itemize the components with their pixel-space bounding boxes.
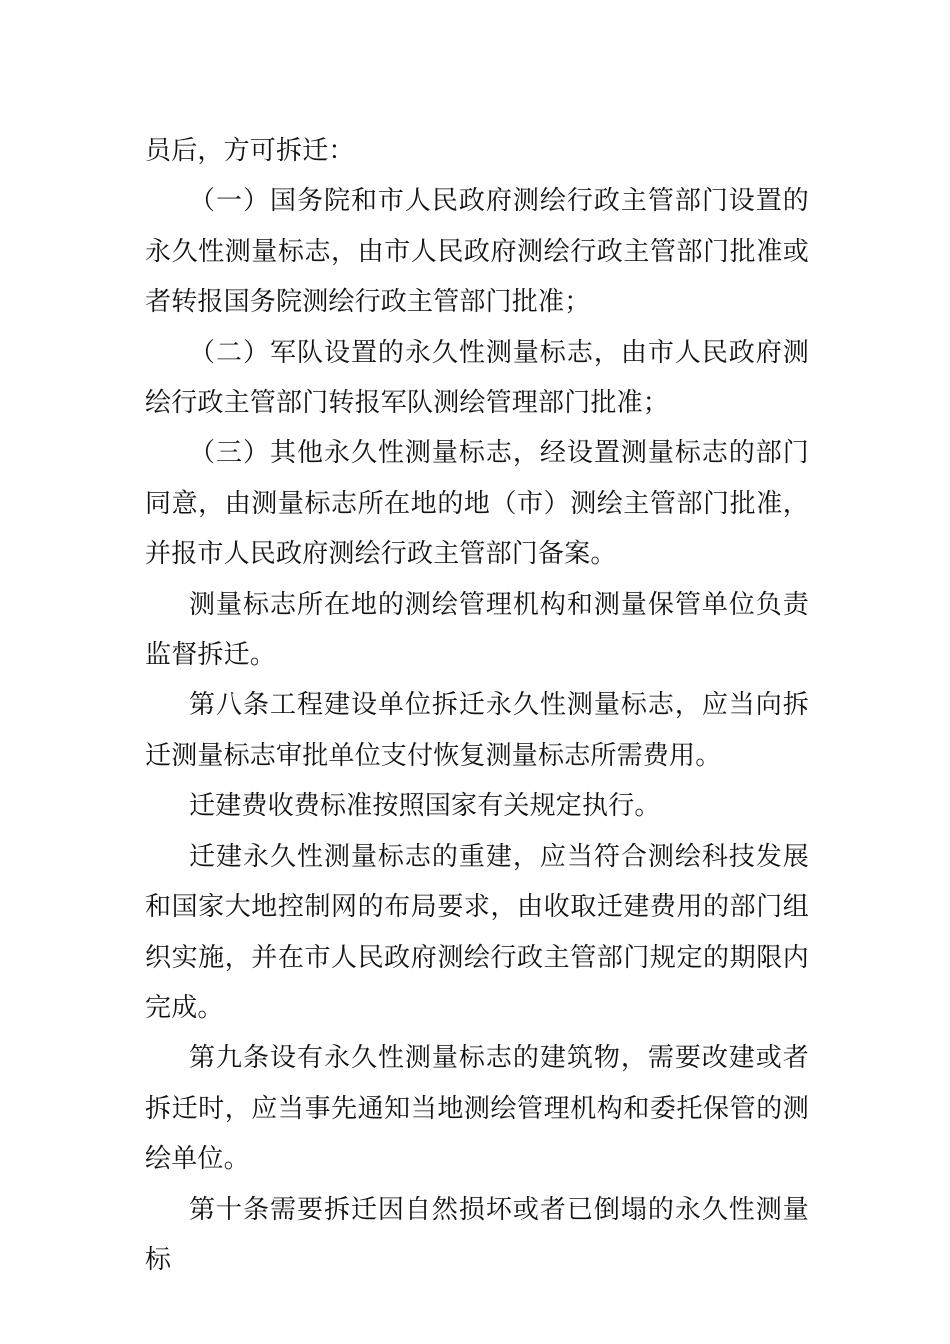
paragraph-rebuild: 迁建永久性测量标志的重建，应当符合测绘科技发展和国家大地控制网的布局要求，由收取迁建费用的部门组织实施，并在市人民政府测绘行政主管部门规定的期限内完成。 xyxy=(145,841,809,1023)
paragraph-supervision: 测量标志所在地的测绘管理机构和测量保管单位负责监督拆迁。 xyxy=(145,589,809,671)
paragraph-continuation: 员后，方可拆迁： xyxy=(145,136,355,166)
paragraph-item-3: （三）其他永久性测量标志，经设置测量标志的部门同意，由测量标志所在地的地（市）测绘主管部门批准，并报市人民政府测绘行政主管部门备案。 xyxy=(145,438,809,570)
article-8: 第八条工程建设单位拆迁永久性测量标志，应当向拆迁测量标志审批单位支付恢复测量标志所需费用。 xyxy=(145,690,809,771)
article-9: 第九条设有永久性测量标志的建筑物，需要改建或者拆迁时，应当事先通知当地测绘管理机构和委托保管的测绘单位。 xyxy=(145,1043,809,1175)
document-body xyxy=(145,126,809,1285)
article-10: 第十条需要拆迁因自然损坏或者已倒塌的永久性测量标 xyxy=(145,1194,809,1275)
paragraph-fee-standard: 迁建费收费标准按照国家有关规定执行。 xyxy=(189,791,661,822)
paragraph-item-1: （一）国务院和市人民政府测绘行政主管部门设置的永久性测量标志，由市人民政府测绘行政主管部门批准或者转报国务院测绘行政主管部门批准； xyxy=(145,186,809,318)
paragraph-item-2: （二）军队设置的永久性测量标志，由市人民政府测绘行政主管部门转报军队测绘管理部门批准； xyxy=(145,337,809,419)
